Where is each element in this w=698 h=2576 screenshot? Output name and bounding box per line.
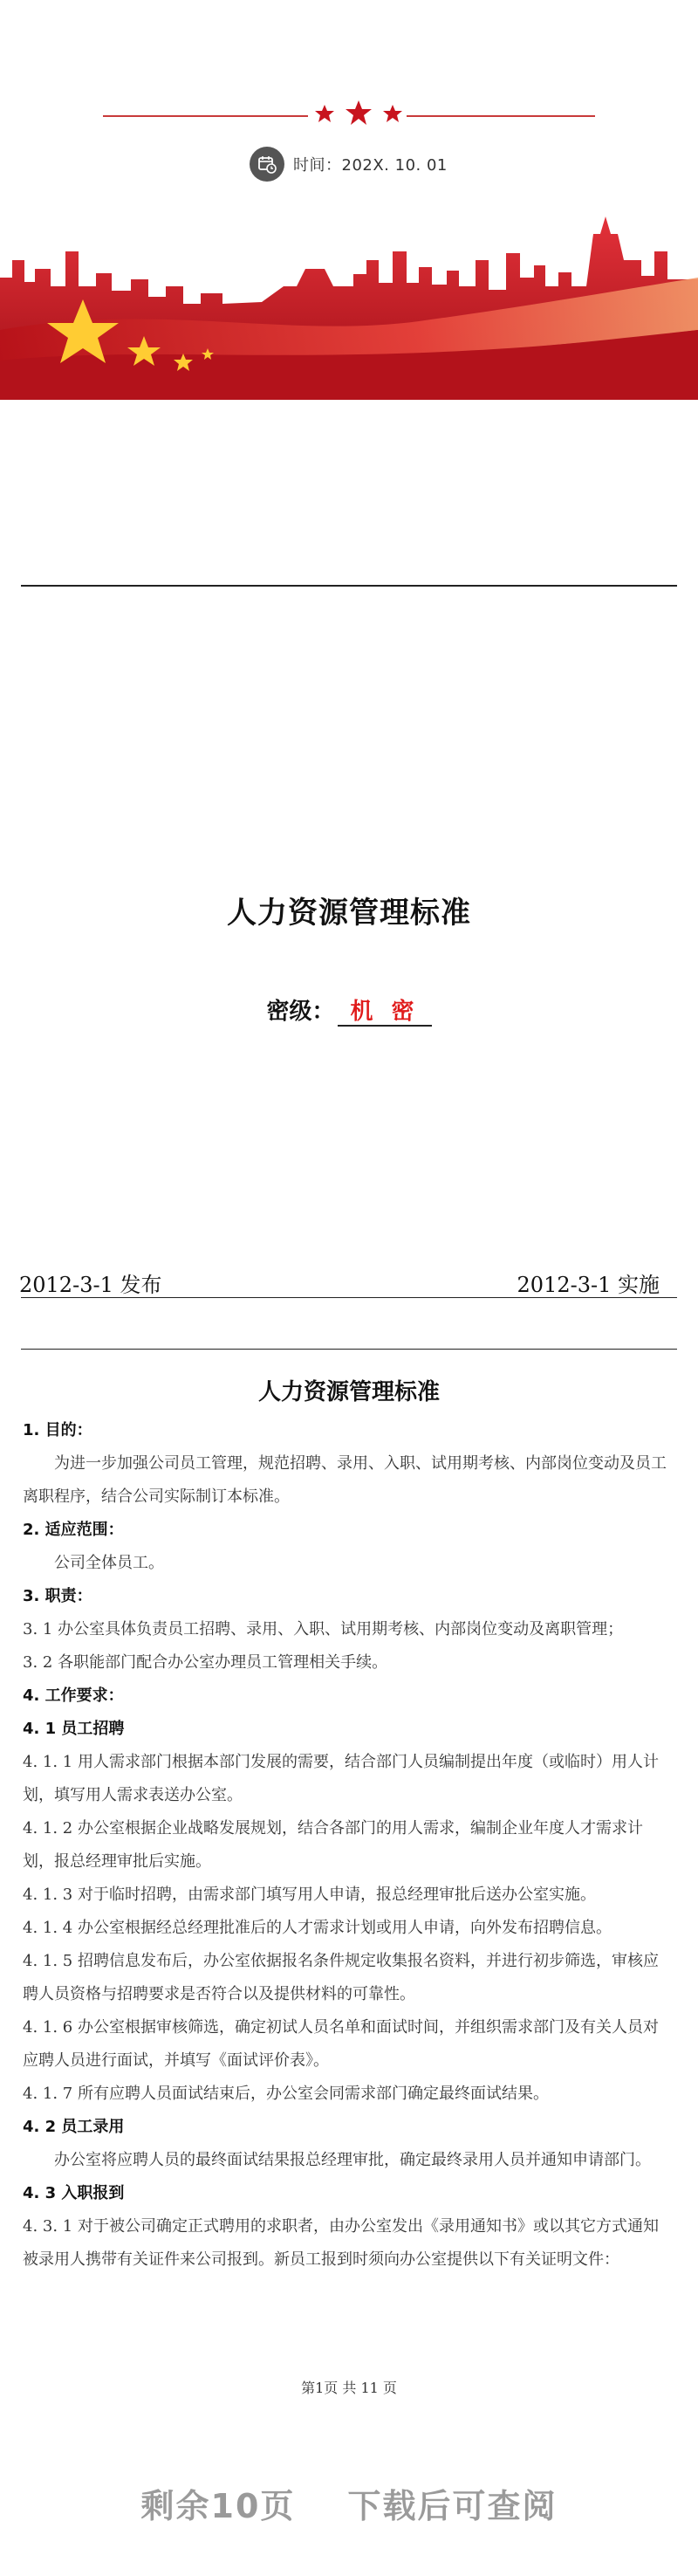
security-level-label: 密级： — [266, 999, 335, 1025]
effective-date: 2012-3-1 实施 — [517, 1273, 660, 1297]
paragraph: 4. 1. 2 办公室根据企业战略发展规划，结合各部门的用人需求，编制企业年度人才需求计划，报总经理审批后实施。 — [23, 1819, 643, 1871]
paragraph: 公司全体员工。 — [54, 1554, 164, 1572]
calendar-clock-icon — [250, 147, 284, 182]
section-heading: 1. 目的： — [23, 1421, 92, 1439]
section-heading: 4. 工作要求： — [23, 1686, 124, 1705]
section-heading: 3. 职责： — [23, 1587, 92, 1605]
remaining-pages-text: 剩余10页 — [140, 2487, 296, 2525]
time-row — [250, 147, 448, 182]
paragraph: 4. 1. 6 办公室根据审核筛选，确定初试人员名单和面试时间，并组织需求部门及有关人员对应聘人员进行面试，并填写《面试评价表》。 — [23, 2018, 659, 2070]
security-level-value: 机 密 — [338, 999, 431, 1027]
cover-title: 人力资源管理标准 — [227, 896, 471, 931]
document-body — [23, 1414, 672, 2277]
cover-top-rule — [21, 585, 677, 587]
header-divider-right — [407, 115, 595, 117]
date-rule — [21, 1297, 677, 1298]
paragraph: 4. 3. 1 对于被公司确定正式聘用的求职者，由办公室发出《录用通知书》或以其它方式通知被录用人携带有关证件来公司报到。新员工报到时须向办公室提供以下有关证明文件： — [23, 2217, 659, 2269]
skyline-banner — [0, 199, 698, 400]
section-heading: 2. 适应范围： — [23, 1521, 124, 1539]
paragraph: 办公室将应聘人员的最终面试结果报总经理审批，确定最终录用人员并通知申请部门。 — [54, 2151, 651, 2169]
paragraph: 3. 2 各职能部门配合办公室办理员工管理相关手续。 — [23, 1653, 388, 1672]
paragraph: 4. 1. 4 办公室根据经总经理批准后的人才需求计划或用人申请，向外发布招聘信息。 — [23, 1919, 612, 1937]
security-level — [0, 993, 698, 1026]
download-prompt[interactable] — [0, 2479, 698, 2527]
paragraph: 4. 1. 5 招聘信息发布后，办公室依据报名条件规定收集报名资料，并进行初步筛选，审核应聘人员资格与招聘要求是否符合以及提供材料的可靠性。 — [23, 1952, 659, 2003]
paragraph: 3. 1 办公室具体负责员工招聘、录用、入职、试用期考核、内部岗位变动及离职管理； — [23, 1620, 624, 1638]
paragraph: 4. 1. 3 对于临时招聘，由需求部门填写用人申请，报总经理审批后送办公室实施。 — [23, 1886, 596, 1904]
time-label: 时间：202X. 10. 01 — [293, 156, 448, 175]
paragraph: 4. 1. 7 所有应聘人员面试结束后，办公室会同需求部门确定最终面试结果。 — [23, 2085, 549, 2103]
section-heading: 4. 3 入职报到 — [23, 2184, 125, 2202]
header-divider-left — [103, 115, 308, 117]
page-indicator: 第1页 共 11 页 — [301, 2380, 397, 2396]
red-stars-icon — [311, 99, 407, 130]
download-to-view-text: 下载后可查阅 — [347, 2487, 558, 2525]
publish-date: 2012-3-1 发布 — [19, 1273, 162, 1297]
section-heading: 4. 2 员工录用 — [23, 2118, 125, 2136]
paragraph: 为进一步加强公司员工管理，规范招聘、录用、入职、试用期考核、内部岗位变动及员工离职程序，结合公司实际制订本标准。 — [23, 1454, 667, 1506]
section-heading: 4. 1 员工招聘 — [23, 1720, 125, 1738]
body-top-rule — [21, 1349, 677, 1350]
document-title: 人力资源管理标准 — [257, 1379, 440, 1405]
paragraph: 4. 1. 1 用人需求部门根据本部门发展的需要，结合部门人员编制提出年度（或临时）用人计划，填写用人需求表送办公室。 — [23, 1753, 659, 1804]
